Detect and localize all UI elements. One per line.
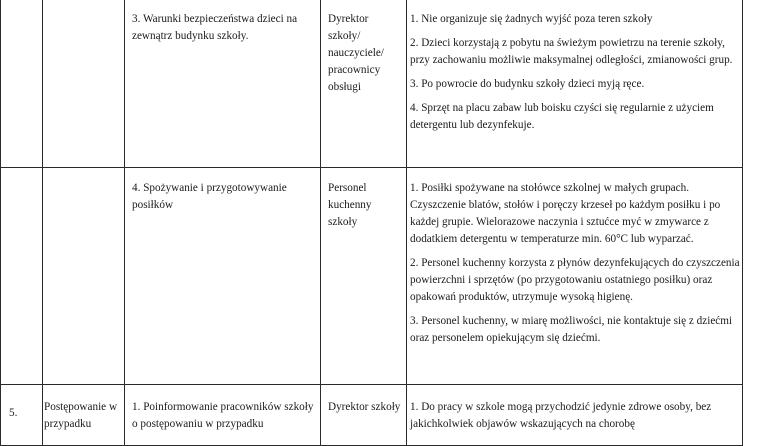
number-cell xyxy=(1,168,43,385)
actions-cell xyxy=(407,0,743,168)
table-row xyxy=(1,0,743,168)
task-text: 4. Spożywanie i przygotowywanie posiłków xyxy=(132,182,287,211)
number-cell xyxy=(1,385,43,446)
task-cell xyxy=(125,385,321,446)
task-text: 3. Warunki bezpieczeństwa dzieci na zewnątrz budynku szkoły. xyxy=(132,13,298,42)
responsible-cell xyxy=(321,385,407,446)
action-item: 2. Dzieci korzystają z pobytu na świeżym powietrzu na terenie szkoły, przy zachowaniu możliwie maksymalnej odległości, zmianowości grup. xyxy=(410,37,733,66)
actions-cell xyxy=(407,168,743,385)
actions-cell xyxy=(407,385,743,446)
topic-cell xyxy=(43,385,125,446)
topic-cell xyxy=(43,168,125,385)
number-cell xyxy=(1,0,43,168)
action-item: 3. Personel kuchenny, w miarę możliwości, nie kontaktuje się z dziećmi oraz personelem opiekującym się dziećmi. xyxy=(410,315,733,344)
row-number: 5. xyxy=(9,407,18,419)
responsible-text: Dyrektor szkoły/ nauczyciele/ pracownicy obsługi xyxy=(328,13,384,93)
topic-text: Postępowanie w przypadku xyxy=(44,401,118,430)
action-item: 1. Nie organizuje się żadnych wyjść poza teren szkoły xyxy=(410,13,653,25)
action-item: 3. Po powrocie do budynku szkoły dzieci myją ręce. xyxy=(410,78,645,90)
responsible-text: Personel kuchenny szkoły xyxy=(328,182,372,228)
responsible-text: Dyrektor szkoły xyxy=(328,401,401,413)
task-text: 1. Poinformowanie pracowników szkoły o postępowaniu w przypadku xyxy=(132,401,314,430)
table-row xyxy=(1,385,743,446)
responsible-cell xyxy=(321,0,407,168)
action-item: 2. Personel kuchenny korzysta z płynów dezynfekujących do czyszczenia powierzchni i sprzętów (po przygotowaniu ostatniego posiłku) oraz opakowań produktów, utrzymuje wysoką higienę. xyxy=(410,257,740,303)
task-cell xyxy=(125,168,321,385)
action-item: 4. Sprzęt na placu zabaw lub boisku czyści się regularnie z użyciem detergentu lub dezynfekuje. xyxy=(410,102,714,131)
responsible-cell xyxy=(321,168,407,385)
topic-cell xyxy=(43,0,125,168)
task-cell xyxy=(125,0,321,168)
action-item: 1. Do pracy w szkole mogą przychodzić jedynie zdrowe osoby, bez jakichkolwiek objawów wskazujących na chorobę xyxy=(410,401,712,430)
table-row xyxy=(1,168,743,385)
action-item: 1. Posiłki spożywane na stołówce szkolnej w małych grupach. Czyszczenie blatów, stołów i poręczy krzeseł po każdym posiłku i po każdej grupie. Wielorazowe naczynia i sztućce myć w zmywarce z dodatkiem detergentu w temperaturze min. 60°C lub wyparzać. xyxy=(410,182,721,245)
